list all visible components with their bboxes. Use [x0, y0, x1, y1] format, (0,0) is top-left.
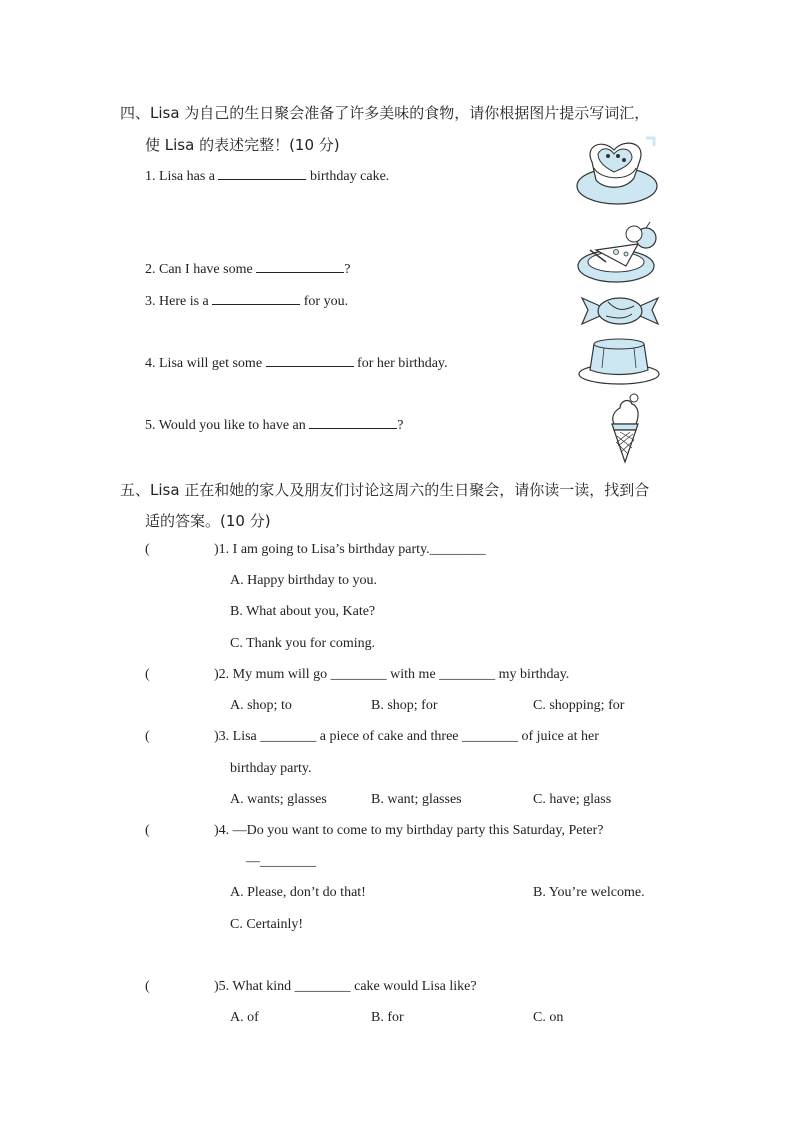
q1-option-a[interactable]: A. Happy birthday to you. — [230, 573, 377, 588]
s4-item-3-blank[interactable] — [212, 292, 300, 305]
q4-option-a[interactable]: A. Please, don’t do that! — [230, 885, 366, 900]
s4-item-5 — [145, 416, 403, 434]
ice-cream-icon — [606, 392, 644, 464]
s4-item-3-after: for you. — [300, 294, 349, 309]
s4-item-5-before: 5. Would you like to have an — [145, 418, 310, 433]
q5-stem: )5. What kind ________ cake would Lisa like? — [214, 979, 477, 994]
q3-option-c[interactable]: C. have; glass — [533, 792, 612, 807]
s4-item-1-before: 1. Lisa has a — [145, 169, 219, 184]
s4-item-1-blank[interactable] — [218, 167, 306, 180]
s4-item-3-before: 3. Here is a — [145, 294, 213, 309]
s4-item-4-blank[interactable] — [266, 354, 354, 367]
s4-item-2-before: 2. Can I have some — [145, 262, 257, 277]
q3-answer-paren[interactable]: ( — [145, 729, 150, 744]
s4-item-4-after: for her birthday. — [353, 356, 448, 371]
section4-title-line1: 四、Lisa 为自己的生日聚会准备了许多美味的食物，请你根据图片提示写词汇， — [120, 104, 650, 122]
s4-item-4 — [145, 354, 448, 372]
q2-stem: )2. My mum will go ________ with me ________ my birthday. — [214, 667, 570, 682]
q1-option-c[interactable]: C. Thank you for coming. — [230, 636, 376, 651]
s4-item-5-blank[interactable] — [309, 416, 397, 429]
q3-option-b[interactable]: B. want; glasses — [371, 792, 462, 807]
q5-option-c[interactable]: C. on — [533, 1010, 564, 1025]
q1-stem: )1. I am going to Lisa’s birthday party.________ — [214, 542, 486, 557]
section5-title-line2: 适的答案。(10 分) — [145, 512, 271, 530]
s4-item-5-after: ? — [397, 418, 404, 433]
q5-answer-paren[interactable]: ( — [145, 979, 150, 994]
q1-option-b[interactable]: B. What about you, Kate? — [230, 604, 376, 619]
q2-option-a[interactable]: A. shop; to — [230, 698, 292, 713]
q4-answer-paren[interactable]: ( — [145, 823, 150, 838]
q2-option-b[interactable]: B. shop; for — [371, 698, 438, 713]
s4-item-1-after: birthday cake. — [306, 169, 390, 184]
s4-item-3 — [145, 292, 348, 310]
q2-option-c[interactable]: C. shopping; for — [533, 698, 625, 713]
q4-stem-line2: —________ — [246, 854, 316, 869]
q3-option-a[interactable]: A. wants; glasses — [230, 792, 327, 807]
s4-item-2-blank[interactable] — [256, 260, 344, 273]
q3-stem-line2: birthday party. — [230, 761, 312, 776]
q4-option-b[interactable]: B. You’re welcome. — [533, 885, 645, 900]
section5-title-line1: 五、Lisa 正在和她的家人及朋友们讨论这周六的生日聚会，请你读一读，找到合 — [120, 481, 650, 499]
s4-item-2-after: ? — [344, 262, 351, 277]
jelly-icon — [576, 336, 662, 386]
candy-icon — [578, 292, 662, 328]
s4-item-1 — [145, 167, 389, 185]
q4-stem: )4. —Do you want to come to my birthday party this Saturday, Peter? — [214, 823, 604, 838]
s4-item-2 — [145, 260, 350, 278]
q5-option-b[interactable]: B. for — [371, 1010, 404, 1025]
q1-answer-paren[interactable]: ( — [145, 542, 150, 557]
section4-title-line2: 使 Lisa 的表述完整！(10 分) — [145, 136, 340, 154]
heart-cake-icon — [574, 132, 660, 210]
q3-stem: )3. Lisa ________ a piece of cake and three ________ of juice at her — [214, 729, 599, 744]
q4-option-c[interactable]: C. Certainly! — [230, 917, 304, 932]
q2-answer-paren[interactable]: ( — [145, 667, 150, 682]
q5-option-a[interactable]: A. of — [230, 1010, 259, 1025]
pizza-slice-icon — [576, 220, 664, 286]
s4-item-4-before: 4. Lisa will get some — [145, 356, 266, 371]
